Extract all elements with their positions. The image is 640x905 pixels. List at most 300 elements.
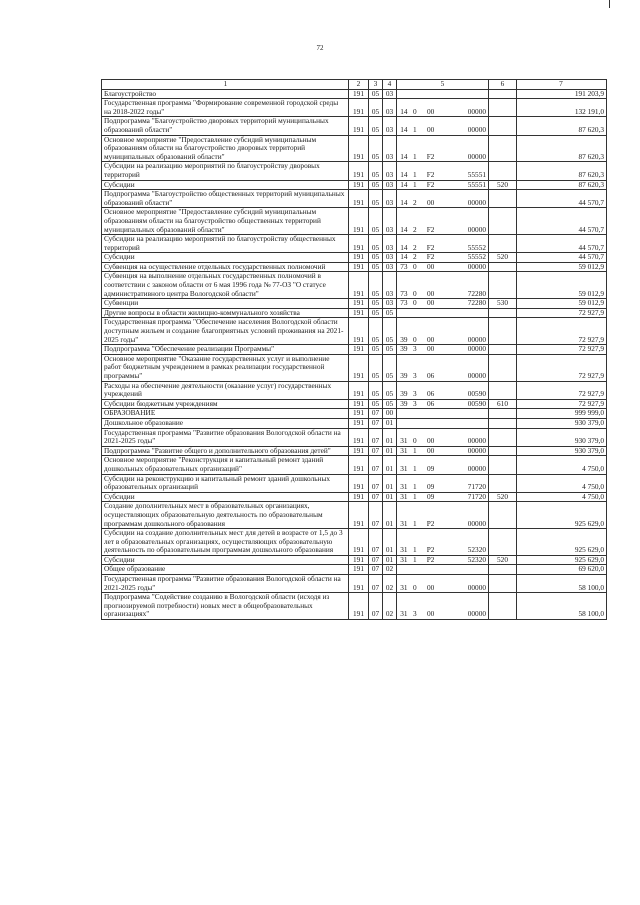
row-expense-type (488, 136, 516, 162)
row-ministry-code: 191 (348, 475, 368, 492)
target-article-part-c: 09 (426, 463, 435, 473)
row-section-code: 05 (368, 190, 382, 207)
row-amount: 925 629,0 (516, 556, 607, 565)
header-col-7: 7 (516, 80, 607, 89)
target-article-part-a: 14 (400, 242, 408, 252)
target-article-part-c: P2 (426, 545, 435, 555)
row-subsection-code: 01 (382, 475, 396, 492)
row-subsection-code: 03 (382, 162, 396, 179)
row-ministry-code: 191 (348, 99, 368, 116)
row-subsection-code: 01 (382, 556, 396, 565)
header-col-5: 5 (396, 80, 488, 89)
row-expense-type (488, 502, 516, 528)
row-expense-type (488, 529, 516, 555)
table-row (101, 136, 607, 163)
target-article-part-d: 00000 (467, 224, 486, 234)
row-name: Субсидии на реализацию мероприятий по благоустройству дворовых территорий (101, 162, 348, 179)
target-article-part-d: 72280 (467, 288, 486, 298)
target-article-parts (397, 199, 488, 208)
row-section-code: 05 (368, 345, 382, 354)
target-article-parts (397, 493, 488, 502)
target-article-part-d: 00000 (467, 106, 486, 116)
row-ministry-code: 191 (348, 253, 368, 262)
row-amount: 72 927,9 (516, 355, 607, 381)
row-section-code: 05 (368, 136, 382, 162)
row-name: Благоустройство (101, 90, 348, 99)
row-subsection-code: 01 (382, 493, 396, 502)
row-ministry-code: 191 (348, 575, 368, 592)
target-article-parts (397, 253, 488, 262)
target-article-parts (397, 126, 488, 135)
row-name: Основное мероприятие "Предоставление субсидий муниципальным образованиям области на благоустройство общественных территорий муниципальных образований области" (101, 208, 348, 234)
target-article-part-b: 0 (412, 106, 417, 116)
row-section-code: 05 (368, 318, 382, 344)
target-article-part-a: 14 (400, 252, 408, 262)
row-name: Основное мероприятие "Предоставление субсидий муниципальным образованиям области на благоустройство дворовых территорий муниципальных образований области" (101, 136, 348, 162)
row-amount: 4 750,0 (516, 493, 607, 502)
row-expense-type (488, 162, 516, 179)
row-target-article (396, 263, 488, 272)
target-article-part-d: 52320 (467, 545, 486, 555)
row-name: Основное мероприятие "Реконструкция и капитальный ремонт зданий дошкольных образовательных организаций" (101, 456, 348, 473)
table-row (101, 190, 607, 208)
header-col-6: 6 (488, 80, 516, 89)
row-target-article (396, 400, 488, 409)
row-target-article (396, 318, 488, 344)
row-section-code: 07 (368, 419, 382, 428)
target-article-part-c: 00 (426, 261, 435, 271)
target-article-parts (397, 546, 488, 555)
row-amount: 72 927,9 (516, 318, 607, 344)
target-article-part-b: 1 (412, 554, 417, 564)
table-row (101, 575, 607, 593)
target-article-part-b: 0 (412, 261, 417, 271)
target-article-parts (397, 465, 488, 474)
target-article-part-b: 2 (412, 252, 417, 262)
target-article-parts (397, 556, 488, 565)
row-expense-type: 520 (488, 556, 516, 565)
target-article-part-b: 1 (412, 545, 417, 555)
target-article-part-a: 31 (400, 436, 408, 446)
target-article-part-d: 00000 (467, 261, 486, 271)
row-subsection-code: 03 (382, 235, 396, 252)
row-section-code: 07 (368, 502, 382, 528)
target-article-part-a: 31 (400, 445, 408, 455)
row-section-code: 05 (368, 117, 382, 134)
target-article-part-a: 31 (400, 582, 408, 592)
budget-table (101, 79, 607, 620)
row-target-article (396, 136, 488, 162)
row-target-article (396, 235, 488, 252)
row-amount: 72 927,9 (516, 309, 607, 318)
row-amount: 4 750,0 (516, 456, 607, 473)
row-name: Субсидии на реализацию мероприятий по благоустройству общественных территорий (101, 235, 348, 252)
row-section-code: 05 (368, 235, 382, 252)
row-target-article (396, 409, 488, 418)
row-expense-type (488, 575, 516, 592)
row-amount: 925 629,0 (516, 502, 607, 528)
row-name: Государственная программа "Формирование современной городской среды на 2018-2022 годы" (101, 99, 348, 116)
target-article-part-a: 73 (400, 288, 408, 298)
table-row (101, 429, 607, 447)
row-subsection-code: 03 (382, 117, 396, 134)
target-article-parts (397, 108, 488, 117)
row-section-code: 07 (368, 475, 382, 492)
row-target-article (396, 419, 488, 428)
target-article-part-b: 1 (412, 151, 417, 161)
row-ministry-code: 191 (348, 208, 368, 234)
row-amount: 44 570,7 (516, 253, 607, 262)
target-article-part-d: 72280 (467, 298, 486, 308)
page-number: 72 (316, 44, 324, 52)
row-subsection-code: 05 (382, 345, 396, 354)
row-section-code: 07 (368, 447, 382, 456)
row-target-article (396, 429, 488, 446)
row-name: ОБРАЗОВАНИЕ (101, 409, 348, 418)
target-article-part-c: 00 (426, 106, 435, 116)
target-article-part-b: 3 (412, 371, 417, 380)
row-target-article (396, 90, 488, 99)
row-target-article (396, 253, 488, 262)
target-article-part-c: 09 (426, 482, 435, 492)
target-article-part-d: 00000 (467, 463, 486, 473)
row-expense-type (488, 409, 516, 418)
row-target-article (396, 309, 488, 318)
row-expense-type (488, 419, 516, 428)
target-article-part-d: 55552 (467, 242, 486, 252)
target-article-part-a: 39 (400, 389, 408, 399)
row-target-article (396, 272, 488, 298)
row-target-article (396, 190, 488, 207)
row-subsection-code: 05 (382, 382, 396, 399)
header-col-4: 4 (382, 80, 396, 89)
row-amount: 72 927,9 (516, 400, 607, 409)
row-subsection-code: 03 (382, 136, 396, 162)
row-target-article (396, 593, 488, 619)
row-name: Субвенция на выполнение отдельных государственных полномочий в соответствии с законом области от 6 мая 1996 года № 77-ОЗ "О статусе административного центра Вологодской области" (101, 272, 348, 298)
target-article-part-d: 52320 (467, 554, 486, 564)
target-article-part-a: 31 (400, 482, 408, 492)
target-article-part-d: 00000 (467, 334, 486, 344)
row-section-code: 05 (368, 208, 382, 234)
target-article-part-a: 14 (400, 169, 408, 179)
row-name: Субсидии (101, 556, 348, 565)
row-section-code: 05 (368, 181, 382, 190)
target-article-part-d: 00000 (467, 197, 486, 207)
row-section-code: 07 (368, 409, 382, 418)
row-expense-type (488, 382, 516, 399)
row-subsection-code: 02 (382, 565, 396, 574)
target-article-part-c: 00 (426, 124, 435, 134)
target-article-part-c: F2 (426, 224, 435, 234)
row-ministry-code: 191 (348, 263, 368, 272)
row-section-code: 07 (368, 456, 382, 473)
row-expense-type (488, 117, 516, 134)
target-article-part-c: 00 (426, 609, 435, 619)
row-amount: 87 620,3 (516, 181, 607, 190)
row-name: Расходы на обеспечение деятельности (оказание услуг) государственных учреждений (101, 382, 348, 399)
row-name: Подпрограмма "Содействие созданию в Вологодской области (исходя из прогнозируемой потребности) новых мест в общеобразовательных организациях" (101, 593, 348, 619)
target-article-part-c: 00 (426, 436, 435, 446)
table-row (101, 502, 607, 529)
row-amount: 44 570,7 (516, 208, 607, 234)
row-target-article (396, 162, 488, 179)
row-expense-type (488, 345, 516, 354)
target-article-part-b: 1 (412, 445, 417, 455)
target-article-part-c: 00 (426, 197, 435, 207)
row-ministry-code: 191 (348, 90, 368, 99)
target-article-part-a: 31 (400, 518, 408, 528)
target-article-part-d: 55551 (467, 179, 486, 189)
target-article-part-c: P2 (426, 518, 435, 528)
target-article-part-c: 00 (426, 445, 435, 455)
target-article-parts (397, 400, 488, 409)
target-article-part-d: 00000 (467, 582, 486, 592)
row-amount: 69 620,0 (516, 565, 607, 574)
target-article-part-d: 71720 (467, 491, 486, 501)
target-article-parts (397, 171, 488, 180)
row-subsection-code: 01 (382, 529, 396, 555)
target-article-part-c: 00 (426, 344, 435, 354)
target-article-part-d: 55552 (467, 252, 486, 262)
row-name: Субсидии бюджетным учреждениям (101, 400, 348, 409)
target-article-part-a: 39 (400, 371, 408, 380)
row-name: Субвенции (101, 299, 348, 308)
row-ministry-code: 191 (348, 565, 368, 574)
table-row (101, 355, 607, 382)
row-section-code: 07 (368, 593, 382, 619)
target-article-parts (397, 336, 488, 345)
row-ministry-code: 191 (348, 299, 368, 308)
row-amount: 59 012,9 (516, 272, 607, 298)
target-article-parts (397, 610, 488, 619)
target-article-part-b: 2 (412, 242, 417, 252)
row-amount: 58 100,0 (516, 593, 607, 619)
target-article-part-b: 2 (412, 197, 417, 207)
row-ministry-code: 191 (348, 429, 368, 446)
row-target-article (396, 456, 488, 473)
row-ministry-code: 191 (348, 447, 368, 456)
target-article-part-b: 1 (412, 482, 417, 492)
row-ministry-code: 191 (348, 181, 368, 190)
row-name: Субсидии на создание дополнительных мест для детей в возрасте от 1,5 до 3 лет в образовательных организациях, осуществляющих образовательную деятельность по образовательным программам дошкольного образования (101, 529, 348, 555)
row-target-article (396, 575, 488, 592)
target-article-part-c: F2 (426, 242, 435, 252)
table-row (101, 208, 607, 235)
row-subsection-code: 03 (382, 299, 396, 308)
row-name: Государственная программа "Развитие образования Вологодской области на 2021-2025 годы" (101, 429, 348, 446)
row-ministry-code: 191 (348, 136, 368, 162)
row-name: Подпрограмма "Благоустройство дворовых территорий муниципальных образований области" (101, 117, 348, 134)
target-article-part-d: 00000 (467, 518, 486, 528)
target-article-part-c: F2 (426, 252, 435, 262)
row-subsection-code: 05 (382, 318, 396, 344)
target-article-part-b: 1 (412, 463, 417, 473)
table-row (101, 529, 607, 556)
row-target-article (396, 493, 488, 502)
row-amount: 59 012,9 (516, 263, 607, 272)
row-name: Общее образование (101, 565, 348, 574)
row-amount: 59 012,9 (516, 299, 607, 308)
row-ministry-code: 191 (348, 493, 368, 502)
row-target-article (396, 117, 488, 134)
row-name: Субсидии (101, 493, 348, 502)
row-ministry-code: 191 (348, 382, 368, 399)
table-row (101, 117, 607, 135)
row-amount: 72 927,9 (516, 382, 607, 399)
row-expense-type (488, 99, 516, 116)
row-name: Субвенция на осуществление отдельных государственных полномочий (101, 263, 348, 272)
target-article-part-d: 00590 (467, 398, 486, 408)
target-article-part-c: 09 (426, 491, 435, 501)
row-expense-type (488, 355, 516, 381)
table-row (101, 475, 607, 493)
row-expense-type (488, 475, 516, 492)
row-name: Основное мероприятие "Оказание государственных услуг и выполнение работ бюджетным учреждением в рамках реализации государственной программы" (101, 355, 348, 381)
target-article-part-b: 1 (412, 124, 417, 134)
row-subsection-code: 02 (382, 575, 396, 592)
row-ministry-code: 191 (348, 502, 368, 528)
row-expense-type: 520 (488, 493, 516, 502)
row-ministry-code: 191 (348, 355, 368, 381)
row-subsection-code: 03 (382, 253, 396, 262)
row-target-article (396, 529, 488, 555)
row-name: Создание дополнительных мест в образовательных организациях, осуществляющих образовательную деятельность по образовательным программам дошкольного образования (101, 502, 348, 528)
target-article-parts (397, 181, 488, 190)
row-target-article (396, 299, 488, 308)
target-article-parts (397, 520, 488, 529)
row-section-code: 07 (368, 556, 382, 565)
row-section-code: 05 (368, 162, 382, 179)
row-target-article (396, 502, 488, 528)
row-subsection-code: 01 (382, 456, 396, 473)
target-article-part-c: F2 (426, 169, 435, 179)
target-article-part-a: 31 (400, 545, 408, 555)
row-subsection-code: 03 (382, 181, 396, 190)
row-expense-type: 530 (488, 299, 516, 308)
table-row (101, 162, 607, 180)
row-ministry-code: 191 (348, 593, 368, 619)
row-section-code: 05 (368, 99, 382, 116)
target-article-part-b: 0 (412, 298, 417, 308)
target-article-part-d: 00000 (467, 436, 486, 446)
target-article-part-d: 00000 (467, 344, 486, 354)
table-row (101, 382, 607, 400)
row-amount: 930 379,0 (516, 447, 607, 456)
row-name: Подпрограмма "Благоустройство общественных территорий муниципальных образований области" (101, 190, 348, 207)
target-article-part-b: 0 (412, 334, 417, 344)
row-section-code: 07 (368, 493, 382, 502)
row-ministry-code: 191 (348, 419, 368, 428)
target-article-part-b: 1 (412, 491, 417, 501)
target-article-part-b: 0 (412, 288, 417, 298)
row-ministry-code: 191 (348, 556, 368, 565)
row-section-code: 05 (368, 355, 382, 381)
row-section-code: 05 (368, 90, 382, 99)
row-amount: 44 570,7 (516, 235, 607, 252)
row-name: Государственная программа "Развитие образования Вологодской области на 2021-2025 годы" (101, 575, 348, 592)
target-article-part-d: 71720 (467, 482, 486, 492)
row-ministry-code: 191 (348, 309, 368, 318)
row-amount: 925 629,0 (516, 529, 607, 555)
row-name: Субсидии (101, 181, 348, 190)
row-target-article (396, 208, 488, 234)
row-ministry-code: 191 (348, 162, 368, 179)
row-expense-type (488, 272, 516, 298)
target-article-part-c: 00 (426, 298, 435, 308)
target-article-part-c: P2 (426, 554, 435, 564)
target-article-parts (397, 244, 488, 253)
row-ministry-code: 191 (348, 190, 368, 207)
target-article-part-a: 31 (400, 463, 408, 473)
row-ministry-code: 191 (348, 235, 368, 252)
row-ministry-code: 191 (348, 345, 368, 354)
target-article-part-b: 3 (412, 344, 417, 354)
target-article-part-d: 00000 (467, 445, 486, 455)
row-subsection-code: 01 (382, 447, 396, 456)
target-article-part-a: 39 (400, 398, 408, 408)
target-article-part-a: 39 (400, 344, 408, 354)
row-expense-type (488, 309, 516, 318)
row-section-code: 05 (368, 299, 382, 308)
row-ministry-code: 191 (348, 529, 368, 555)
target-article-parts (397, 263, 488, 272)
row-name: Государственная программа "Обеспечение населения Вологодской области доступным жильем и создание благоприятных условий проживания на 2021-2025 годы" (101, 318, 348, 344)
target-article-part-b: 1 (412, 179, 417, 189)
target-article-part-c: 00 (426, 288, 435, 298)
header-col-2: 2 (348, 80, 368, 89)
row-section-code: 05 (368, 400, 382, 409)
row-subsection-code: 05 (382, 400, 396, 409)
target-article-part-c: F2 (426, 179, 435, 189)
row-subsection-code: 01 (382, 502, 396, 528)
row-name: Другие вопросы в области жилищно-коммунального хозяйства (101, 309, 348, 318)
row-name: Подпрограмма "Развитие общего и дополнительного образования детей" (101, 447, 348, 456)
target-article-parts (397, 390, 488, 399)
target-article-part-b: 1 (412, 169, 417, 179)
row-amount: 4 750,0 (516, 475, 607, 492)
target-article-part-d: 00590 (467, 389, 486, 399)
table-row (101, 272, 607, 299)
row-target-article (396, 447, 488, 456)
row-section-code: 07 (368, 429, 382, 446)
row-section-code: 05 (368, 309, 382, 318)
row-ministry-code: 191 (348, 400, 368, 409)
row-ministry-code: 191 (348, 409, 368, 418)
row-subsection-code: 01 (382, 429, 396, 446)
row-expense-type (488, 90, 516, 99)
target-article-part-b: 0 (412, 582, 417, 592)
row-subsection-code: 03 (382, 272, 396, 298)
target-article-part-c: 06 (426, 371, 435, 380)
target-article-part-a: 14 (400, 197, 408, 207)
target-article-parts (397, 153, 488, 162)
row-section-code: 05 (368, 263, 382, 272)
row-expense-type: 520 (488, 253, 516, 262)
row-expense-type (488, 190, 516, 207)
target-article-part-a: 73 (400, 298, 408, 308)
target-article-part-a: 14 (400, 179, 408, 189)
row-expense-type (488, 318, 516, 344)
row-subsection-code: 01 (382, 419, 396, 428)
row-subsection-code: 03 (382, 99, 396, 116)
target-article-part-b: 1 (412, 518, 417, 528)
target-article-part-a: 73 (400, 261, 408, 271)
row-amount: 72 927,9 (516, 345, 607, 354)
row-target-article (396, 355, 488, 381)
header-col-3: 3 (368, 80, 382, 89)
row-name: Субсидии (101, 253, 348, 262)
